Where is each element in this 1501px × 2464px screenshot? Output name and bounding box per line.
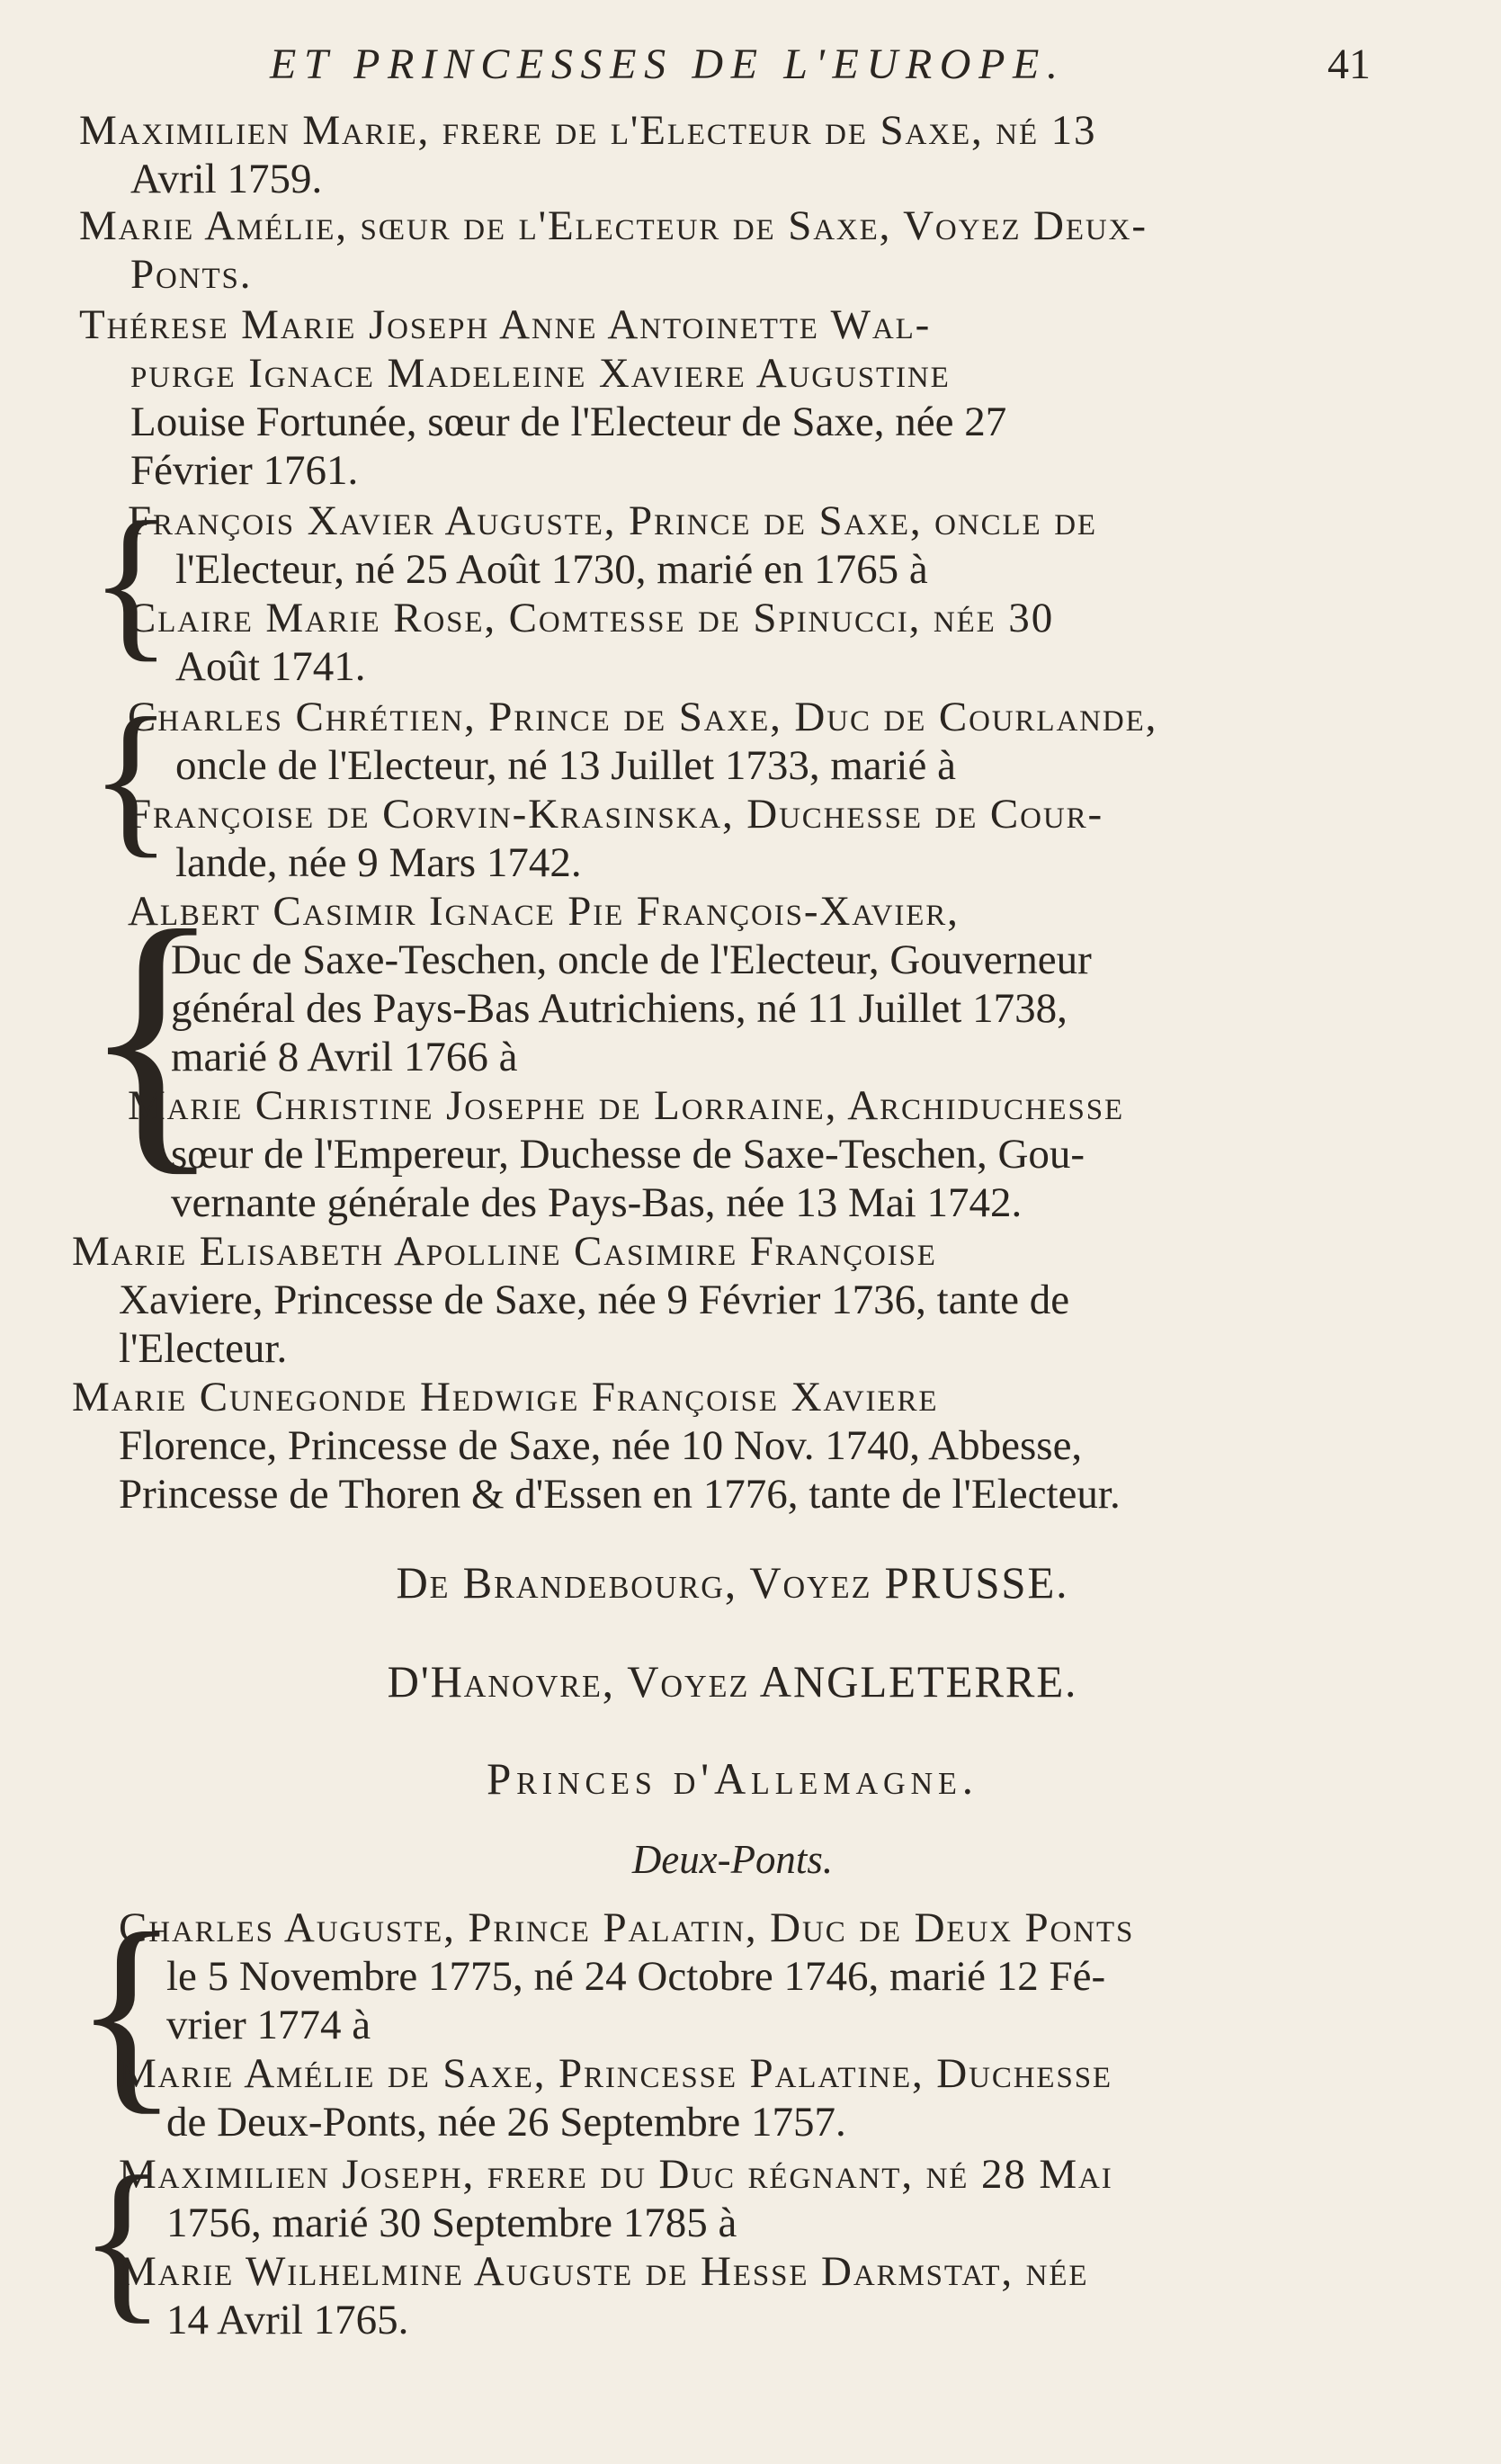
entry-marie-elisabeth-line-1: Marie Elisabeth Apolline Casimire Françoise — [72, 1228, 937, 1275]
brace-icon: { — [90, 684, 173, 873]
couple-francois-line-2: l'Electeur, né 25 Août 1730, marié en 1765 à — [175, 546, 928, 593]
couple-charles-auguste-line-4: Marie Amélie de Saxe, Princesse Palatine, Duchesse — [119, 2050, 1112, 2097]
entry-therese-line-4: Février 1761. — [130, 447, 359, 494]
couple-albert-line-5: Marie Christine Josephe de Lorraine, Archiduchesse — [128, 1082, 1125, 1129]
entry-maximilien-line-1: Maximilien Marie, frere de l'Electeur de Saxe, né 13 — [79, 107, 1097, 154]
entry-marie-amelie-line-1: Marie Amélie, sœur de l'Electeur de Saxe, Voyez Deux- — [79, 202, 1148, 249]
couple-charles-line-2: oncle de l'Electeur, né 13 Juillet 1733, marié à — [175, 742, 956, 789]
entry-marie-cunegonde-line-3: Princesse de Thoren & d'Essen en 1776, tante de l'Electeur. — [119, 1471, 1121, 1518]
couple-albert-line-4: marié 8 Avril 1766 à — [171, 1034, 518, 1080]
couple-francois-line-4: Août 1741. — [175, 643, 366, 690]
brace-icon: { — [74, 1888, 180, 2132]
entry-therese-line-1: Thérese Marie Joseph Anne Antoinette Wal- — [79, 301, 932, 348]
couple-maximilien-joseph-line-4: 14 Avril 1765. — [166, 2297, 409, 2343]
brace-icon: { — [79, 2140, 165, 2339]
couple-albert-line-7: vernante générale des Pays-Bas, née 13 Mai 1742. — [171, 1179, 1023, 1226]
couple-charles-line-1: Charles Chrétien, Prince de Saxe, Duc de Courlande, — [128, 694, 1158, 740]
brace-icon: { — [81, 871, 224, 1199]
entry-marie-elisabeth-line-2: Xaviere, Princesse de Saxe, née 9 Février 1736, tante de — [119, 1277, 1070, 1323]
page-number: 41 — [1327, 40, 1371, 88]
entry-maximilien-line-2: Avril 1759. — [130, 156, 323, 202]
couple-charles-auguste-line-1: Charles Auguste, Prince Palatin, Duc de Deux Ponts — [119, 1904, 1135, 1951]
couple-albert-line-6: sœur de l'Empereur, Duchesse de Saxe-Teschen, Gou- — [171, 1131, 1086, 1178]
entry-marie-cunegonde-line-2: Florence, Princesse de Saxe, née 10 Nov. 1740, Abbesse, — [119, 1422, 1083, 1469]
brace-icon: { — [90, 488, 173, 676]
couple-maximilien-joseph-line-1: Maximilien Joseph, frere du Duc régnant, né 28 Mai — [119, 2151, 1113, 2198]
heading-brandebourg: De Brandebourg, Voyez PRUSSE. — [396, 1557, 1069, 1608]
heading-princes-allemagne: Princes d'Allemagne. — [487, 1753, 978, 1804]
couple-charles-auguste-line-2: le 5 Novembre 1775, né 24 Octobre 1746, marié 12 Fé- — [166, 1953, 1106, 2000]
heading-hanovre: D'Hanovre, Voyez ANGLETERRE. — [387, 1656, 1078, 1707]
heading-deux-ponts: Deux-Ponts. — [631, 1836, 834, 1882]
couple-albert-line-1: Albert Casimir Ignace Pie François-Xavier, — [128, 888, 960, 935]
couple-charles-auguste-line-5: de Deux-Ponts, née 26 Septembre 1757. — [166, 2099, 846, 2146]
entry-marie-elisabeth-line-3: l'Electeur. — [119, 1325, 288, 1372]
couple-francois-line-3: Claire Marie Rose, Comtesse de Spinucci, née 30 — [128, 595, 1055, 641]
entry-therese-line-3: Louise Fortunée, sœur de l'Electeur de Saxe, née 27 — [130, 399, 1007, 445]
entry-marie-cunegonde-line-1: Marie Cunegonde Hedwige Françoise Xaviere — [72, 1374, 939, 1420]
couple-albert-line-3: général des Pays-Bas Autrichiens, né 11 Juillet 1738, — [171, 985, 1068, 1032]
couple-francois-line-1: François Xavier Auguste, Prince de Saxe, oncle de — [128, 497, 1097, 544]
entry-marie-amelie-line-2: Ponts. — [130, 251, 253, 298]
couple-charles-line-4: lande, née 9 Mars 1742. — [175, 839, 582, 886]
couple-charles-line-3: Françoise de Corvin-Krasinska, Duchesse de Cour- — [128, 791, 1104, 838]
entry-therese-line-2: purge Ignace Madeleine Xaviere Augustine — [130, 350, 951, 397]
couple-maximilien-joseph-line-3: Marie Wilhelmine Auguste de Hesse Darmstat, née — [119, 2248, 1089, 2295]
couple-albert-line-2: Duc de Saxe-Teschen, oncle de l'Electeur, Gouverneur — [171, 936, 1092, 983]
couple-charles-auguste-line-3: vrier 1774 à — [166, 2002, 371, 2048]
couple-maximilien-joseph-line-2: 1756, marié 30 Septembre 1785 à — [166, 2200, 737, 2246]
running-title: ET PRINCESSES DE L'EUROPE. — [270, 40, 1066, 88]
